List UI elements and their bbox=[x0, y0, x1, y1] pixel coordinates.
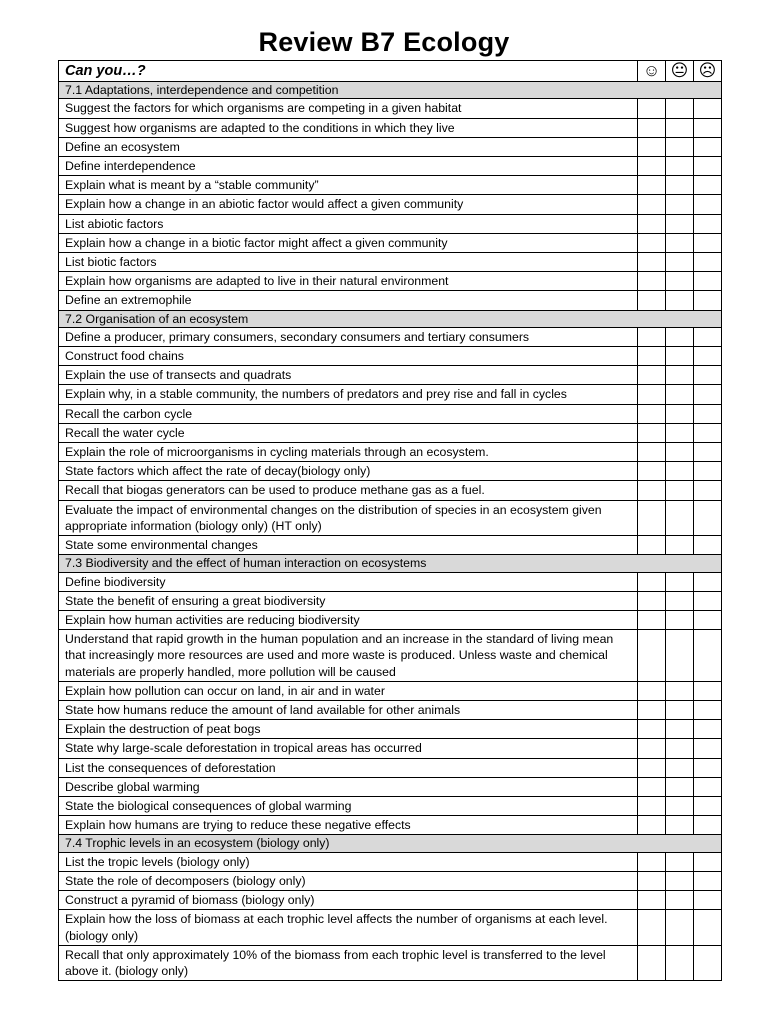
smiley-checkbox[interactable] bbox=[638, 945, 666, 980]
checklist-body bbox=[59, 82, 722, 981]
criterion-row bbox=[59, 291, 722, 310]
neutral-checkbox[interactable] bbox=[666, 797, 694, 816]
section-heading-row bbox=[59, 555, 722, 572]
sad-checkbox[interactable] bbox=[694, 910, 722, 945]
criterion-row bbox=[59, 99, 722, 118]
smiley-checkbox[interactable] bbox=[638, 347, 666, 366]
neutral-checkbox[interactable] bbox=[666, 423, 694, 442]
neutral-checkbox[interactable] bbox=[666, 156, 694, 175]
sad-checkbox[interactable] bbox=[694, 214, 722, 233]
smiley-checkbox[interactable] bbox=[638, 462, 666, 481]
sad-checkbox[interactable] bbox=[694, 720, 722, 739]
criterion-row bbox=[59, 630, 722, 682]
criterion-row bbox=[59, 852, 722, 871]
smiley-checkbox[interactable] bbox=[638, 758, 666, 777]
smiley-checkbox[interactable] bbox=[638, 891, 666, 910]
smiley-checkbox[interactable] bbox=[638, 137, 666, 156]
criterion-text: State the role of decomposers (biology only) bbox=[59, 871, 638, 890]
sad-checkbox[interactable] bbox=[694, 891, 722, 910]
neutral-checkbox[interactable] bbox=[666, 233, 694, 252]
sad-face-icon: ☹ bbox=[694, 61, 722, 82]
section-heading-row bbox=[59, 835, 722, 852]
neutral-checkbox[interactable] bbox=[666, 891, 694, 910]
criterion-text: Explain how the loss of biomass at each trophic level affects the number of organisms at each level. (biology only) bbox=[59, 910, 638, 945]
criterion-row bbox=[59, 777, 722, 796]
criterion-row bbox=[59, 739, 722, 758]
sad-checkbox[interactable] bbox=[694, 404, 722, 423]
criterion-row bbox=[59, 366, 722, 385]
smiley-checkbox[interactable] bbox=[638, 233, 666, 252]
sad-checkbox[interactable] bbox=[694, 137, 722, 156]
criterion-row bbox=[59, 214, 722, 233]
sad-checkbox[interactable] bbox=[694, 852, 722, 871]
smiley-checkbox[interactable] bbox=[638, 797, 666, 816]
criterion-text: Define an extremophile bbox=[59, 291, 638, 310]
criterion-text: Explain how a change in an abiotic factor would affect a given community bbox=[59, 195, 638, 214]
sad-checkbox[interactable] bbox=[694, 176, 722, 195]
criterion-row bbox=[59, 700, 722, 719]
neutral-checkbox[interactable] bbox=[666, 591, 694, 610]
neutral-checkbox[interactable] bbox=[666, 195, 694, 214]
criterion-row bbox=[59, 137, 722, 156]
sad-checkbox[interactable] bbox=[694, 252, 722, 271]
criterion-row bbox=[59, 891, 722, 910]
neutral-checkbox[interactable] bbox=[666, 630, 694, 682]
smiley-checkbox[interactable] bbox=[638, 610, 666, 629]
sad-checkbox[interactable] bbox=[694, 462, 722, 481]
criterion-row bbox=[59, 272, 722, 291]
neutral-checkbox[interactable] bbox=[666, 118, 694, 137]
criterion-text: State some environmental changes bbox=[59, 536, 638, 555]
section-heading: 7.4 Trophic levels in an ecosystem (biology only) bbox=[59, 835, 722, 852]
neutral-checkbox[interactable] bbox=[666, 404, 694, 423]
sad-checkbox[interactable] bbox=[694, 118, 722, 137]
criterion-text: Define a producer, primary consumers, secondary consumers and tertiary consumers bbox=[59, 327, 638, 346]
sad-checkbox[interactable] bbox=[694, 347, 722, 366]
criterion-row bbox=[59, 758, 722, 777]
criterion-row bbox=[59, 500, 722, 535]
smiley-checkbox[interactable] bbox=[638, 327, 666, 346]
smiley-checkbox[interactable] bbox=[638, 591, 666, 610]
smiley-checkbox[interactable] bbox=[638, 195, 666, 214]
criterion-text: Explain why, in a stable community, the numbers of predators and prey rise and fall in cycles bbox=[59, 385, 638, 404]
neutral-checkbox[interactable] bbox=[666, 758, 694, 777]
smiley-checkbox[interactable] bbox=[638, 481, 666, 500]
smiley-checkbox[interactable] bbox=[638, 118, 666, 137]
sad-checkbox[interactable] bbox=[694, 871, 722, 890]
criterion-row bbox=[59, 591, 722, 610]
smiley-checkbox[interactable] bbox=[638, 720, 666, 739]
neutral-checkbox[interactable] bbox=[666, 610, 694, 629]
criterion-text: Explain how organisms are adapted to live in their natural environment bbox=[59, 272, 638, 291]
neutral-checkbox[interactable] bbox=[666, 272, 694, 291]
neutral-checkbox[interactable] bbox=[666, 443, 694, 462]
can-you-header: Can you…? bbox=[59, 61, 638, 82]
criterion-row bbox=[59, 118, 722, 137]
criterion-text: Explain how human activities are reducing biodiversity bbox=[59, 610, 638, 629]
criterion-row bbox=[59, 910, 722, 945]
neutral-checkbox[interactable] bbox=[666, 385, 694, 404]
neutral-checkbox[interactable] bbox=[666, 291, 694, 310]
smiley-checkbox[interactable] bbox=[638, 252, 666, 271]
neutral-checkbox[interactable] bbox=[666, 720, 694, 739]
neutral-checkbox[interactable] bbox=[666, 700, 694, 719]
criterion-text: Explain how pollution can occur on land, in air and in water bbox=[59, 681, 638, 700]
criterion-text: Evaluate the impact of environmental changes on the distribution of species in an ecosystem given appropriate information (biology only) (HT only) bbox=[59, 500, 638, 535]
neutral-checkbox[interactable] bbox=[666, 462, 694, 481]
criterion-text: List biotic factors bbox=[59, 252, 638, 271]
sad-checkbox[interactable] bbox=[694, 816, 722, 835]
sad-checkbox[interactable] bbox=[694, 327, 722, 346]
criterion-text: Explain the use of transects and quadrats bbox=[59, 366, 638, 385]
review-checklist-table bbox=[58, 60, 722, 981]
criterion-text: List the consequences of deforestation bbox=[59, 758, 638, 777]
smiley-checkbox[interactable] bbox=[638, 423, 666, 442]
criterion-text: Explain how a change in a biotic factor might affect a given community bbox=[59, 233, 638, 252]
smiley-checkbox[interactable] bbox=[638, 366, 666, 385]
section-heading: 7.1 Adaptations, interdependence and competition bbox=[59, 82, 722, 99]
neutral-checkbox[interactable] bbox=[666, 945, 694, 980]
criterion-text: Suggest how organisms are adapted to the conditions in which they live bbox=[59, 118, 638, 137]
criterion-text: Explain the destruction of peat bogs bbox=[59, 720, 638, 739]
criterion-row bbox=[59, 385, 722, 404]
smiley-checkbox[interactable] bbox=[638, 385, 666, 404]
criterion-row bbox=[59, 423, 722, 442]
neutral-checkbox[interactable] bbox=[666, 481, 694, 500]
criterion-text: Explain the role of microorganisms in cycling materials through an ecosystem. bbox=[59, 443, 638, 462]
criterion-text: State factors which affect the rate of decay(biology only) bbox=[59, 462, 638, 481]
criterion-text: Suggest the factors for which organisms are competing in a given habitat bbox=[59, 99, 638, 118]
criterion-row bbox=[59, 816, 722, 835]
sad-checkbox[interactable] bbox=[694, 385, 722, 404]
neutral-checkbox[interactable] bbox=[666, 572, 694, 591]
criterion-text: State the benefit of ensuring a great biodiversity bbox=[59, 591, 638, 610]
smiley-checkbox[interactable] bbox=[638, 176, 666, 195]
smiley-checkbox[interactable] bbox=[638, 572, 666, 591]
neutral-checkbox[interactable] bbox=[666, 871, 694, 890]
smiley-checkbox[interactable] bbox=[638, 777, 666, 796]
smiley-checkbox[interactable] bbox=[638, 910, 666, 945]
sad-checkbox[interactable] bbox=[694, 423, 722, 442]
sad-checkbox[interactable] bbox=[694, 681, 722, 700]
section-heading-row bbox=[59, 82, 722, 99]
sad-checkbox[interactable] bbox=[694, 195, 722, 214]
criterion-row bbox=[59, 233, 722, 252]
criterion-row bbox=[59, 797, 722, 816]
neutral-checkbox[interactable] bbox=[666, 681, 694, 700]
sad-checkbox[interactable] bbox=[694, 156, 722, 175]
smiley-checkbox[interactable] bbox=[638, 681, 666, 700]
criterion-row bbox=[59, 481, 722, 500]
smiley-checkbox[interactable] bbox=[638, 700, 666, 719]
page-title: Review B7 Ecology bbox=[258, 27, 510, 57]
neutral-checkbox[interactable] bbox=[666, 99, 694, 118]
criterion-text: List abiotic factors bbox=[59, 214, 638, 233]
neutral-checkbox[interactable] bbox=[666, 366, 694, 385]
sad-checkbox[interactable] bbox=[694, 739, 722, 758]
sad-checkbox[interactable] bbox=[694, 758, 722, 777]
sad-checkbox[interactable] bbox=[694, 536, 722, 555]
smiley-checkbox[interactable] bbox=[638, 272, 666, 291]
criterion-row bbox=[59, 610, 722, 629]
smiley-checkbox[interactable] bbox=[638, 500, 666, 535]
criterion-text: Recall the water cycle bbox=[59, 423, 638, 442]
sad-checkbox[interactable] bbox=[694, 443, 722, 462]
section-heading: 7.2 Organisation of an ecosystem bbox=[59, 310, 722, 327]
sad-checkbox[interactable] bbox=[694, 366, 722, 385]
smiley-checkbox[interactable] bbox=[638, 630, 666, 682]
criterion-text: Understand that rapid growth in the human population and an increase in the standard of living mean that increasingly more resources are used and more waste is produced. Unless waste and chemical materials are properly handled, more pollution will be caused bbox=[59, 630, 638, 682]
neutral-face-icon: 😐 bbox=[666, 61, 694, 82]
criterion-row bbox=[59, 347, 722, 366]
criterion-text: Explain what is meant by a “stable community” bbox=[59, 176, 638, 195]
sad-checkbox[interactable] bbox=[694, 945, 722, 980]
smiley-checkbox[interactable] bbox=[638, 852, 666, 871]
criterion-text: Recall the carbon cycle bbox=[59, 404, 638, 423]
criterion-text: Recall that only approximately 10% of the biomass from each trophic level is transferred to the level above it. (biology only) bbox=[59, 945, 638, 980]
sad-checkbox[interactable] bbox=[694, 797, 722, 816]
criterion-row bbox=[59, 176, 722, 195]
neutral-checkbox[interactable] bbox=[666, 739, 694, 758]
criterion-text: Define an ecosystem bbox=[59, 137, 638, 156]
criterion-row bbox=[59, 327, 722, 346]
sad-checkbox[interactable] bbox=[694, 610, 722, 629]
neutral-checkbox[interactable] bbox=[666, 176, 694, 195]
criterion-text: List the tropic levels (biology only) bbox=[59, 852, 638, 871]
criterion-row bbox=[59, 156, 722, 175]
criterion-row bbox=[59, 572, 722, 591]
neutral-checkbox[interactable] bbox=[666, 852, 694, 871]
neutral-checkbox[interactable] bbox=[666, 536, 694, 555]
criterion-row bbox=[59, 404, 722, 423]
smiley-checkbox[interactable] bbox=[638, 816, 666, 835]
table-header-row bbox=[59, 61, 722, 82]
smiley-checkbox[interactable] bbox=[638, 156, 666, 175]
criterion-row bbox=[59, 443, 722, 462]
criterion-text: Define biodiversity bbox=[59, 572, 638, 591]
criterion-text: State why large-scale deforestation in tropical areas has occurred bbox=[59, 739, 638, 758]
criterion-text: Explain how humans are trying to reduce these negative effects bbox=[59, 816, 638, 835]
sad-checkbox[interactable] bbox=[694, 572, 722, 591]
criterion-row bbox=[59, 462, 722, 481]
sad-checkbox[interactable] bbox=[694, 233, 722, 252]
smiley-checkbox[interactable] bbox=[638, 871, 666, 890]
criterion-text: Describe global warming bbox=[59, 777, 638, 796]
sad-checkbox[interactable] bbox=[694, 777, 722, 796]
criterion-row bbox=[59, 536, 722, 555]
criterion-row bbox=[59, 252, 722, 271]
sad-checkbox[interactable] bbox=[694, 291, 722, 310]
criterion-text: Construct food chains bbox=[59, 347, 638, 366]
criterion-row bbox=[59, 871, 722, 890]
smiley-face-icon: ☺ bbox=[638, 61, 666, 82]
criterion-row bbox=[59, 945, 722, 980]
neutral-checkbox[interactable] bbox=[666, 347, 694, 366]
neutral-checkbox[interactable] bbox=[666, 500, 694, 535]
criterion-text: Recall that biogas generators can be used to produce methane gas as a fuel. bbox=[59, 481, 638, 500]
smiley-checkbox[interactable] bbox=[638, 443, 666, 462]
neutral-checkbox[interactable] bbox=[666, 910, 694, 945]
criterion-row bbox=[59, 681, 722, 700]
sad-checkbox[interactable] bbox=[694, 272, 722, 291]
criterion-row bbox=[59, 195, 722, 214]
smiley-checkbox[interactable] bbox=[638, 291, 666, 310]
smiley-checkbox[interactable] bbox=[638, 536, 666, 555]
sad-checkbox[interactable] bbox=[694, 630, 722, 682]
section-heading-row bbox=[59, 310, 722, 327]
neutral-checkbox[interactable] bbox=[666, 327, 694, 346]
smiley-checkbox[interactable] bbox=[638, 739, 666, 758]
criterion-text: State how humans reduce the amount of land available for other animals bbox=[59, 700, 638, 719]
smiley-checkbox[interactable] bbox=[638, 214, 666, 233]
smiley-checkbox[interactable] bbox=[638, 404, 666, 423]
criterion-text: Construct a pyramid of biomass (biology only) bbox=[59, 891, 638, 910]
smiley-checkbox[interactable] bbox=[638, 99, 666, 118]
sad-checkbox[interactable] bbox=[694, 500, 722, 535]
sad-checkbox[interactable] bbox=[694, 99, 722, 118]
neutral-checkbox[interactable] bbox=[666, 252, 694, 271]
criterion-text: Define interdependence bbox=[59, 156, 638, 175]
criterion-row bbox=[59, 720, 722, 739]
section-heading: 7.3 Biodiversity and the effect of human interaction on ecosystems bbox=[59, 555, 722, 572]
criterion-text: State the biological consequences of global warming bbox=[59, 797, 638, 816]
sad-checkbox[interactable] bbox=[694, 481, 722, 500]
sad-checkbox[interactable] bbox=[694, 700, 722, 719]
neutral-checkbox[interactable] bbox=[666, 214, 694, 233]
neutral-checkbox[interactable] bbox=[666, 777, 694, 796]
neutral-checkbox[interactable] bbox=[666, 137, 694, 156]
sad-checkbox[interactable] bbox=[694, 591, 722, 610]
neutral-checkbox[interactable] bbox=[666, 816, 694, 835]
